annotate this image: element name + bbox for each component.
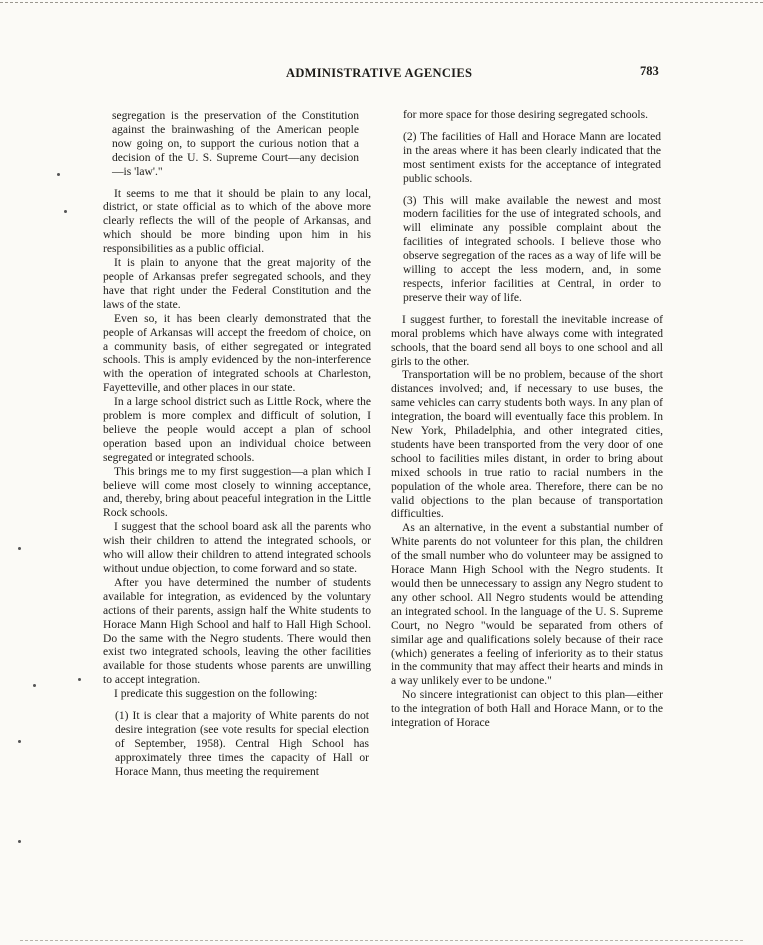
paragraph: After you have determined the number of students available for integration, as evidenced by the voluntary actions of their parents, assign half the White students to Horace Mann High School and half to Hall High School. Do the same with the Negro students. There would then exist two integrated schools, leaving the other facilities available for those students whose parents are unwilling to accept integration.: [103, 576, 371, 687]
scan-speck: [18, 547, 21, 550]
paragraph: This brings me to my first suggestion—a plan which I believe will come most closely to winning acceptance, and, thereby, bring about peaceful integration in the Little Rock schools.: [103, 465, 371, 520]
paragraph: It seems to me that it should be plain to any local, district, or state official as to which of the above more clearly reflects the will of the people of Arkansas, and which should be more binding upon him in his responsibilities as a public official.: [103, 187, 371, 256]
paragraph: No sincere integrationist can object to this plan—either to the integration of both Hall and Horace Mann, or to the integration of Horace: [391, 689, 663, 730]
paragraph: As an alternative, in the event a substantial number of White parents do not volunteer for this plan, the children of the small number who do volunteer may be assigned to Horace Mann High School with the Negro students. It would then be unnecessary to assign any Negro student to any other school. All Negro students would be attending an integrated school. In the language of the U. S. Supreme Court, no Negro "would be separated from others of similar age and qualifications solely because of their race (which) generates a feeling of inferiority as to their status in the community that may affect their hearts and minds in a way unlikely ever to be undone.": [391, 522, 663, 688]
paragraph: Transportation will be no problem, because of the short distances involved; and, if necessary to use buses, the same vehicles can carry students both ways. In any plan of integration, the board will eventually face this problem. In New York, Philadelphia, and other integrated cities, students have been transported from the very door of one school to facilities miles distant, in order to bring about mixed schools in true ratio to racial numbers in the population of the whole area. Therefore, there can be no valid objections to the plan because of transportation difficulties.: [391, 369, 663, 521]
scan-speck: [78, 678, 81, 681]
numbered-item-1-continued: for more space for those desiring segregated schools.: [403, 109, 648, 121]
scan-speck: [33, 684, 36, 687]
paragraph: It is plain to anyone that the great majority of the people of Arkansas prefer segregated schools, and they have that right under the Federal Constitution and the laws of the state.: [103, 257, 371, 311]
scan-speck: [64, 210, 67, 213]
numbered-item-1: (1) It is clear that a majority of White parents do not desire integration (see vote results for special election of September, 1958). Central High School has approximately three times the capacity of Hall or Horace Mann, thus meeting the requirement: [115, 710, 369, 778]
scan-speck: [57, 173, 60, 176]
bottom-dashed-border: [20, 940, 743, 941]
running-header: [0, 64, 763, 84]
numbered-item-2: (2) The facilities of Hall and Horace Mann are located in the areas where it has been clearly indicated that the most sentiment exists for the acceptance of integrated public schools.: [403, 130, 661, 185]
running-title: ADMINISTRATIVE AGENCIES: [286, 66, 473, 80]
page-number: 783: [640, 64, 659, 78]
left-column: [103, 110, 371, 780]
right-column: [391, 109, 663, 731]
top-dashed-border: [0, 2, 763, 3]
scan-speck: [18, 740, 21, 743]
paragraph: I suggest further, to forestall the inevitable increase of moral problems which have always come with integrated schools, that the board send all boys to one school and all girls to the other.: [391, 313, 663, 368]
scan-speck: [18, 840, 21, 843]
paragraph: In a large school district such as Little Rock, where the problem is more complex and difficult of solution, I believe the people would accept a plan of school operation based upon an individual choice between segregated or integrated schools.: [103, 396, 371, 464]
paragraph: I predicate this suggestion on the following:: [114, 688, 318, 701]
paragraph: I suggest that the school board ask all the parents who wish their children to attend the integrated schools, or who will allow their children to attend integrated schools without undue objection, to come forward and so state.: [103, 521, 371, 575]
numbered-item-3: (3) This will make available the newest and most modern facilities for the use of integrated schools, and will eliminate any possible complaint about the facilities of integrated schools. I believe those who observe segregation of the races as a way of life will be willing to accept the less modern, and, in some respects, inferior facilities at Central, in order to preserve their way of life.: [403, 194, 661, 304]
block-quote: segregation is the preservation of the Constitution against the brainwashing of the American people now going on, to support the curious notion that a decision of the U. S. Supreme Court—any decision—is 'law'.": [112, 110, 359, 178]
paragraph: Even so, it has been clearly demonstrated that the people of Arkansas will accept the freedom of choice, on a community basis, of either segregated or integrated schools. This is amply evidenced by the non-interference with the operation of integrated schools at Charleston, Fayetteville, and other places in our state.: [103, 312, 371, 395]
